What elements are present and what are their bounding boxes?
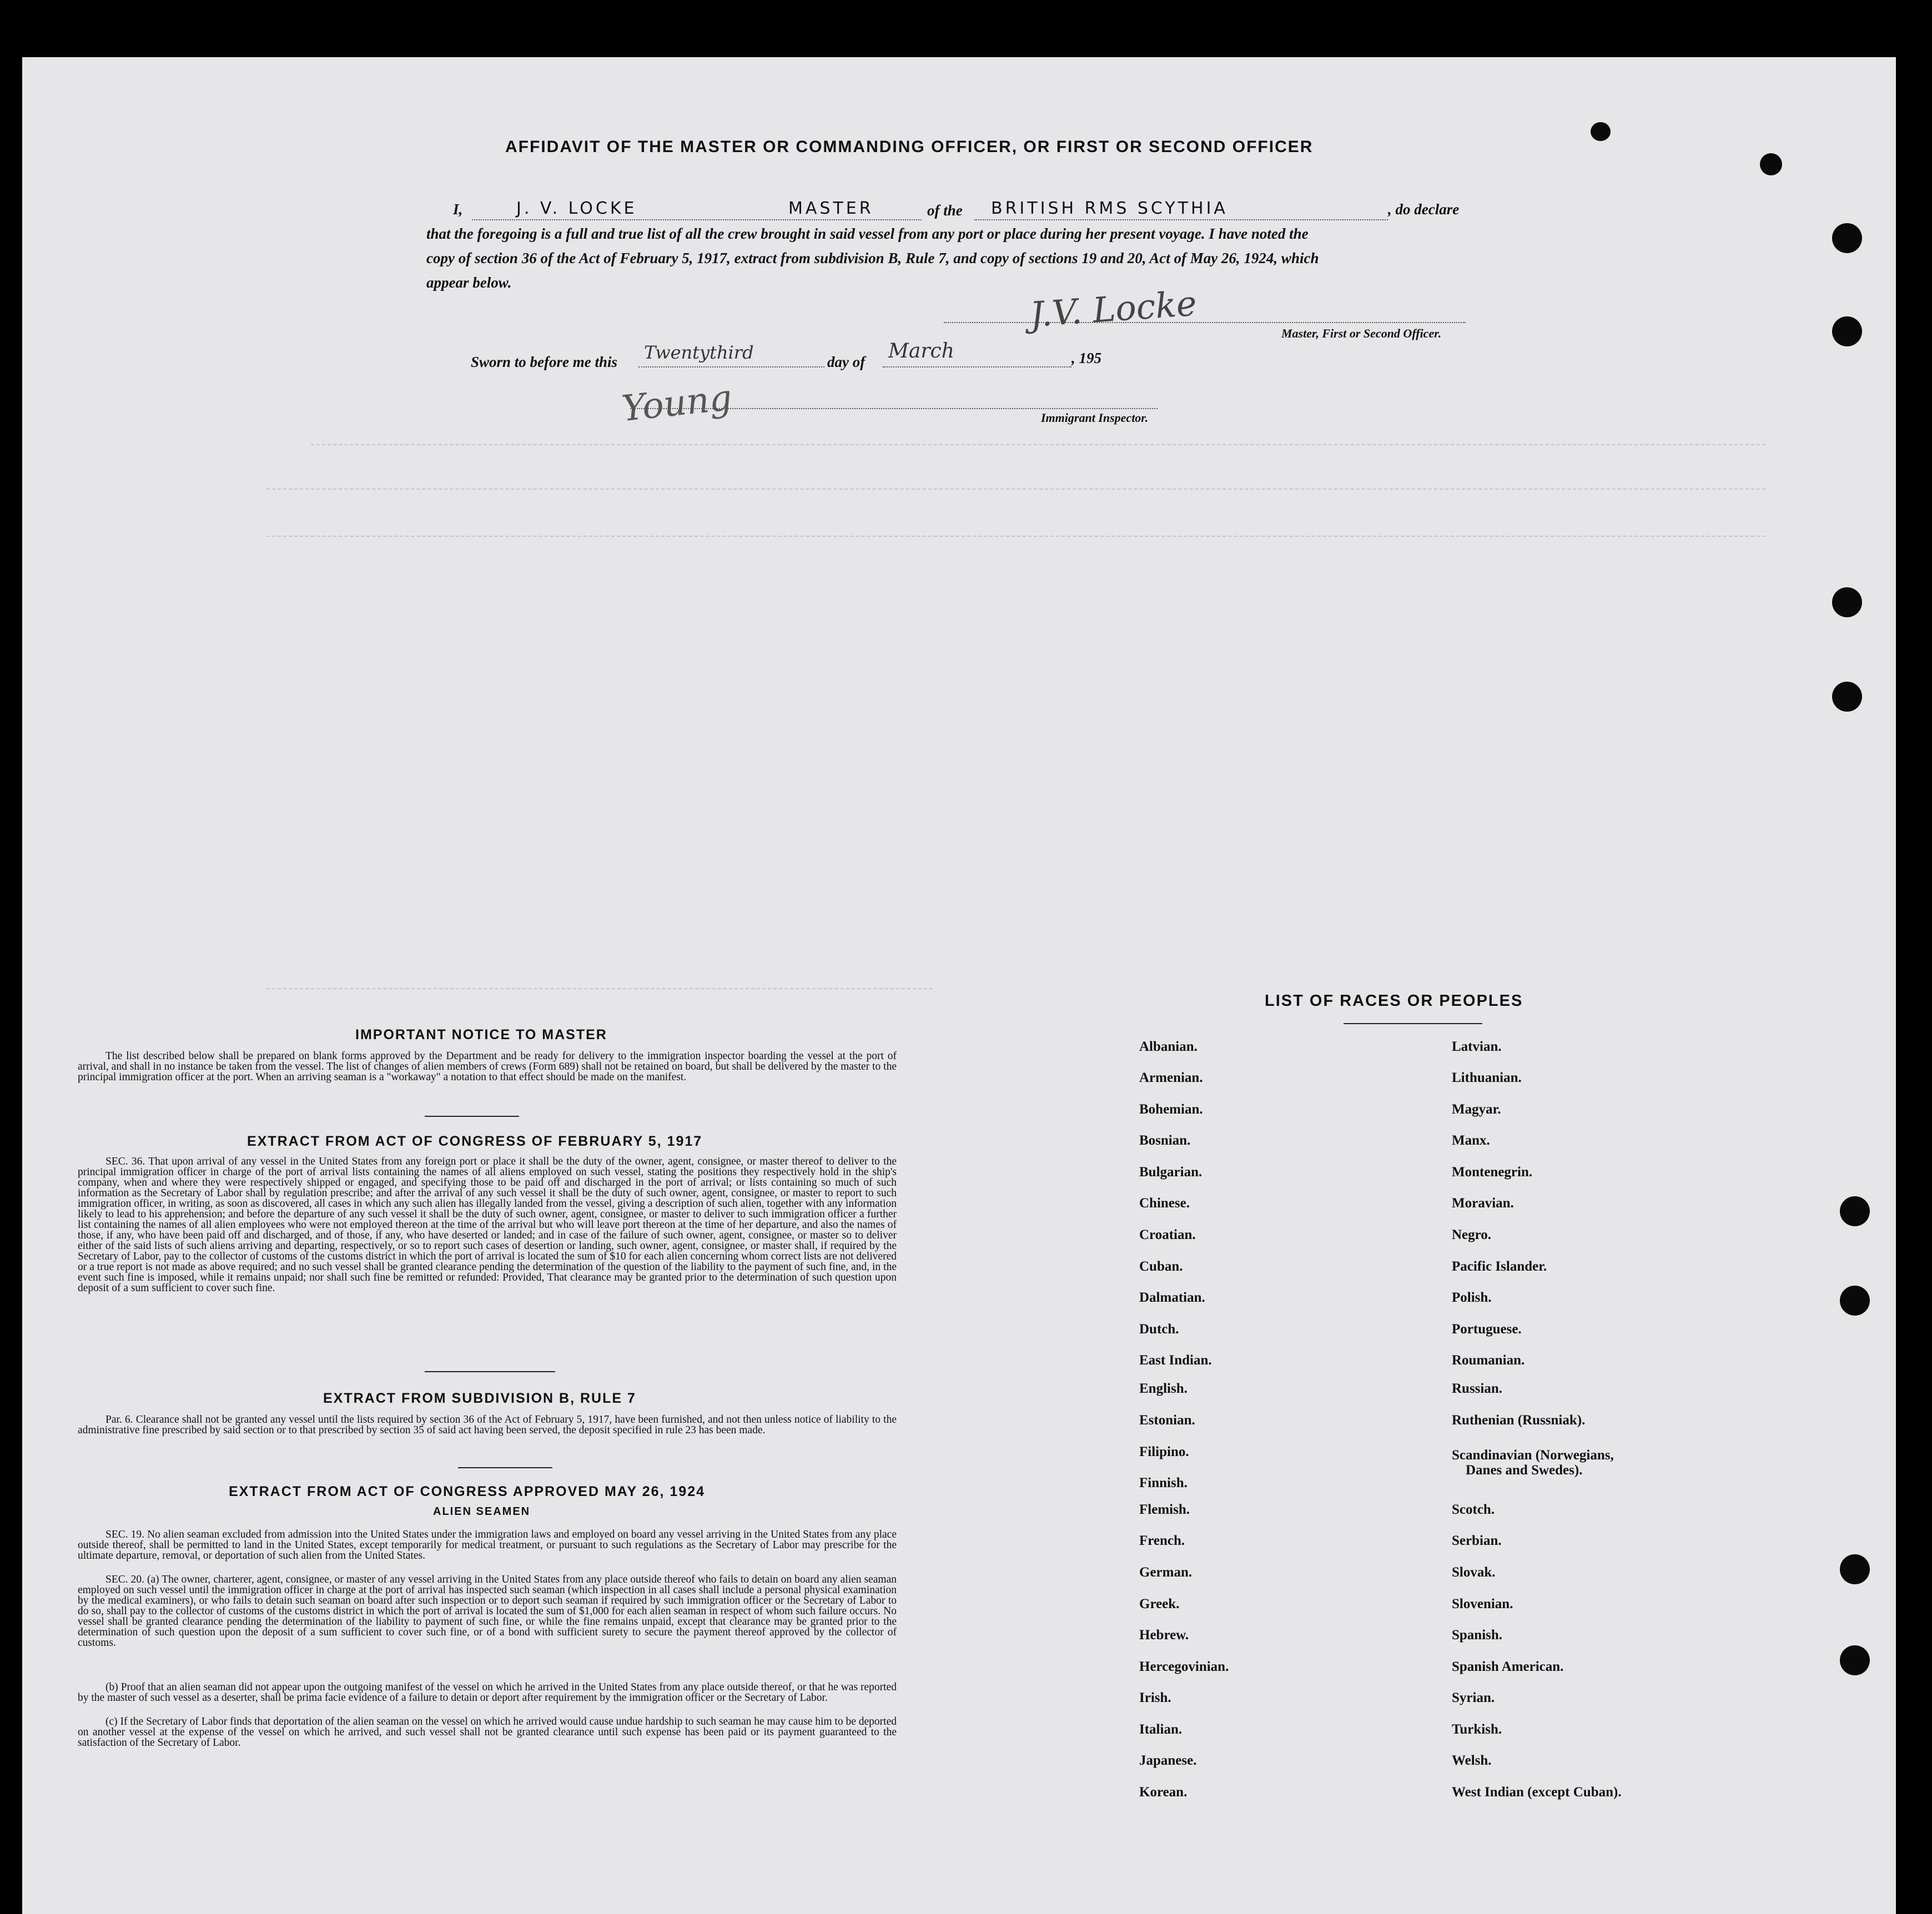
of-the-label: of the (927, 202, 963, 219)
race-item: Moravian. (1452, 1196, 1514, 1211)
race-item: German. (1139, 1565, 1193, 1580)
race-item: French. (1139, 1533, 1185, 1548)
race-item: Montenegrin. (1452, 1165, 1533, 1180)
punch-hole (1840, 1286, 1870, 1316)
race-item: Croatian. (1139, 1227, 1196, 1242)
race-item: English. (1139, 1381, 1188, 1396)
race-item: West Indian (except Cuban). (1452, 1785, 1622, 1800)
race-item: Dutch. (1139, 1322, 1179, 1337)
race-item: Negro. (1452, 1227, 1492, 1242)
race-item: Spanish. (1452, 1628, 1503, 1643)
master-name: J. V. LOCKE (516, 199, 637, 218)
race-item: Scotch. (1452, 1502, 1495, 1517)
bleed-through-line (266, 488, 1765, 490)
race-item: Danes and Swedes). (1466, 1463, 1583, 1478)
race-item: Slovak. (1452, 1565, 1496, 1580)
race-item: Welsh. (1452, 1753, 1492, 1768)
master-signature-line (944, 322, 1466, 323)
sworn-day: Twentythird (644, 342, 754, 363)
race-item: Dalmatian. (1139, 1290, 1205, 1305)
master-signature: J.V. Locke (1028, 283, 1198, 335)
sworn-month: March (888, 340, 954, 362)
sec-19-text: SEC. 19. No alien seaman excluded from admission into the United States under the immigration laws and employed on board any vessel arriving in the United States from any place outside thereof, shall be permitted to land in the United States, except temporarily for medical treatment, or pursuant to such regulations as the Secretary of Labor may prescribe for the ultimate departure, removal, or deportation of such alien from the United States. (78, 1529, 897, 1562)
affidavit-i: I, (453, 201, 463, 218)
extract-1917-text: SEC. 36. That upon arrival of any vessel in the United States from any foreign port or place it shall be the duty of the owner, agent, consignee, or master thereof to deliver to the principal immigration officer in charge of the port of arrival lists containing the names of all aliens employed on such vessel, stating the positions they respectively hold in the ship's company, when and where they were respectively shipped or engaged, and specifying those to be paid off and discharged in the port of arrival; or lists containing so much of such information as the Secretary of Labor shall by regulation prescribe; and after the arrival of any such vessel it shall be the duty of such owner, agent, consignee, or master to report to such immigration officer, in writing, as soon as discovered, all cases in which any such alien has illegally landed from the vessel, giving a description of such alien, together with any information likely to lead to his apprehension; and before the departure of any such vessel it shall be the duty of such owner, agent, consignee, or master to deliver to such immigration officer a further list containing the names of all alien employees who were not employed thereon at the time of the arrival but who will leave port thereon at the time of her departure, and also the names of those, if any, who have been paid off and discharged, and of those, if any, who have deserted or landed; and in case of the failure of such owner, agent, consignee, or master so to deliver either of the said lists of such aliens arriving and departing, respectively, or so to report such cases of desertion or landing, such owner, agent, consignee, or master shall, if required by the Secretary of Labor, pay to the collector of customs of the customs district in which the port of arrival is located the sum of $10 for each alien concerning whom correct lists are not delivered or a true report is not made as above required; and no such vessel shall be granted clearance pending the determination of the question of the liability to the payment of such fine, and, in the event such fine is imposed, while it remains unpaid; nor shall such fine be remitted or refunded: Provided, That clearance may be granted prior to the determination of such question upon deposit of a sum sufficient to cover such fine. (78, 1156, 897, 1294)
race-item: Turkish. (1452, 1722, 1502, 1737)
race-item: Syrian. (1452, 1690, 1495, 1705)
do-declare-label: , do declare (1388, 201, 1460, 218)
notice-title: IMPORTANT NOTICE TO MASTER (355, 1027, 607, 1042)
sworn-year: , 195 (1071, 350, 1101, 366)
race-item: Bulgarian. (1139, 1165, 1203, 1180)
ink-mark (1760, 153, 1782, 175)
punch-hole (1832, 316, 1862, 346)
race-item: Spanish American. (1452, 1659, 1564, 1674)
vessel-name: BRITISH RMS SCYTHIA (991, 199, 1228, 218)
race-item: Magyar. (1452, 1102, 1501, 1117)
race-item: Finnish. (1139, 1475, 1188, 1490)
inspector-signature: Young (620, 377, 734, 430)
sec-20a-text: SEC. 20. (a) The owner, charterer, agent, consignee, or master of any vessel arriving in the United States from any place outside thereof who fails to detain on board any alien seaman employed on such vessel until the immigration officer in charge at the port of arrival has inspected such seaman (which inspection in all cases shall include a personal physical examination by the medical examiners), or who fails to detain such seaman on board after such inspection or to deport such seaman if required by such immigration officer or the Secretary of Labor to do so, shall pay to the collector of customs of the customs district in which the port of arrival is located the sum of $1,000 for each alien seaman in respect of whom such failure occurs. No vessel shall be granted clearance pending the determination of the liability to payment of such fine, or while the fine remains unpaid, except that clearance may be granted prior to the determination of such question upon the deposit of a sum sufficient to cover such fine, or of a bond with sufficient surety to secure the payment thereof approved by the collector of customs. (78, 1574, 897, 1649)
race-item: Bohemian. (1139, 1102, 1203, 1117)
race-item: East Indian. (1139, 1353, 1212, 1368)
race-item: Italian. (1139, 1722, 1183, 1737)
race-item: Albanian. (1139, 1039, 1198, 1054)
vessel-line (974, 219, 1388, 220)
extract-1924-title: EXTRACT FROM ACT OF CONGRESS APPROVED MAY 26, 1924 (229, 1484, 706, 1499)
race-item: Chinese. (1139, 1196, 1190, 1211)
race-item: Scandinavian (Norwegians, (1452, 1448, 1614, 1463)
bleed-through-line (311, 444, 1765, 445)
races-title-underline (1344, 1023, 1482, 1024)
race-item: Latvian. (1452, 1039, 1502, 1054)
sec-20c-text: (c) If the Secretary of Labor finds that deportation of the alien seaman on the vessel on which he arrived would cause undue hardship to such seaman he may cause him to be deported on another vessel at the expense of the vessel on which he arrived, and such vessel shall not be granted clearance until such expense has been paid or its payment guaranteed to the satisfaction of the Secretary of Labor. (78, 1716, 897, 1749)
race-item: Lithuanian. (1452, 1070, 1522, 1085)
rule7-title: EXTRACT FROM SUBDIVISION B, RULE 7 (323, 1391, 636, 1406)
divider (458, 1467, 552, 1468)
bleed-through-line (266, 536, 1765, 537)
race-item: Hercegovinian. (1139, 1659, 1229, 1674)
sec-20b-text: (b) Proof that an alien seaman did not appear upon the outgoing manifest of the vessel on which he arrived in the United States from any place outside thereof, or that he was reported by the master of such vessel as a deserter, shall be prima facie evidence of a failure to detain or deport after requirement by the immigration officer or the Secretary of Labor. (78, 1681, 897, 1704)
punch-hole (1832, 682, 1862, 712)
race-item: Roumanian. (1452, 1353, 1525, 1368)
day-of-label: day of (827, 354, 866, 370)
race-item: Cuban. (1139, 1259, 1183, 1274)
race-item: Armenian. (1139, 1070, 1203, 1085)
race-item: Polish. (1452, 1290, 1492, 1305)
master-caption: Master, First or Second Officer. (1281, 326, 1442, 340)
master-rank: MASTER (788, 199, 874, 218)
race-item: Pacific Islander. (1452, 1259, 1547, 1274)
punch-hole (1840, 1196, 1870, 1226)
race-item: Korean. (1139, 1785, 1188, 1800)
race-item: Filipino. (1139, 1444, 1189, 1459)
rule7-text: Par. 6. Clearance shall not be granted any vessel until the lists required by section 36 of the Act of February 5, 1917, have been furnished, and not then unless notice of liability to the administrative fine prescribed by said section or to that prescribed by section 35 of said act having been served, the deposit specified in rule 23 has been made. (78, 1414, 897, 1436)
affidavit-line-2: that the foregoing is a full and true list of all the crew brought in said vessel from any port or place during her present voyage. I have noted the (426, 225, 1309, 242)
race-item: Flemish. (1139, 1502, 1190, 1517)
race-item: Serbian. (1452, 1533, 1502, 1548)
affidavit-title: AFFIDAVIT OF THE MASTER OR COMMANDING OFFICER, OR FIRST OR SECOND OFFICER (505, 138, 1314, 156)
punch-hole (1840, 1554, 1870, 1584)
race-item: Greek. (1139, 1596, 1180, 1611)
race-item: Manx. (1452, 1133, 1490, 1148)
race-item: Portuguese. (1452, 1322, 1522, 1337)
divider (425, 1371, 555, 1372)
alien-seamen-subtitle: ALIEN SEAMEN (433, 1505, 531, 1518)
race-item: Russian. (1452, 1381, 1503, 1396)
race-item: Ruthenian (Russniak). (1452, 1413, 1586, 1428)
punch-hole (1832, 587, 1862, 617)
divider (425, 1116, 519, 1117)
races-title: LIST OF RACES OR PEOPLES (1265, 992, 1523, 1010)
ink-mark (1591, 122, 1611, 141)
race-item: Slovenian. (1452, 1596, 1513, 1611)
race-item: Bosnian. (1139, 1133, 1191, 1148)
race-item: Japanese. (1139, 1753, 1197, 1768)
inspector-caption: Immigrant Inspector. (1041, 411, 1149, 425)
punch-hole (1840, 1645, 1870, 1675)
race-item: Estonian. (1139, 1413, 1195, 1428)
sworn-label: Sworn to before me this (471, 354, 618, 370)
race-item: Hebrew. (1139, 1628, 1189, 1643)
month-line (883, 366, 1071, 367)
day-line (638, 366, 824, 367)
notice-text: The list described below shall be prepared on blank forms approved by the Department and be ready for delivery to the immigration inspector boarding the vessel at the port of arrival, and shall in no instance be taken from the vessel. The list of changes of alien members of crews (Form 689) shall not be retained on board, but shall be delivered by the master to the principal immigration officer at the port. When an arriving seaman is a "workaway" a notation to that effect should be made on the manifest. (78, 1050, 897, 1083)
punch-hole (1832, 223, 1862, 253)
bleed-through-line (266, 988, 933, 989)
extract-1917-title: EXTRACT FROM ACT OF CONGRESS OF FEBRUARY 5, 1917 (247, 1134, 703, 1149)
affidavit-line-4: appear below. (426, 274, 512, 291)
name-line (472, 219, 922, 220)
race-item: Irish. (1139, 1690, 1171, 1705)
affidavit-line-3: copy of section 36 of the Act of February 5, 1917, extract from subdivision B, Rule 7, and copy of sections 19 and 20, Act of May 26, 1924, which (426, 250, 1319, 266)
